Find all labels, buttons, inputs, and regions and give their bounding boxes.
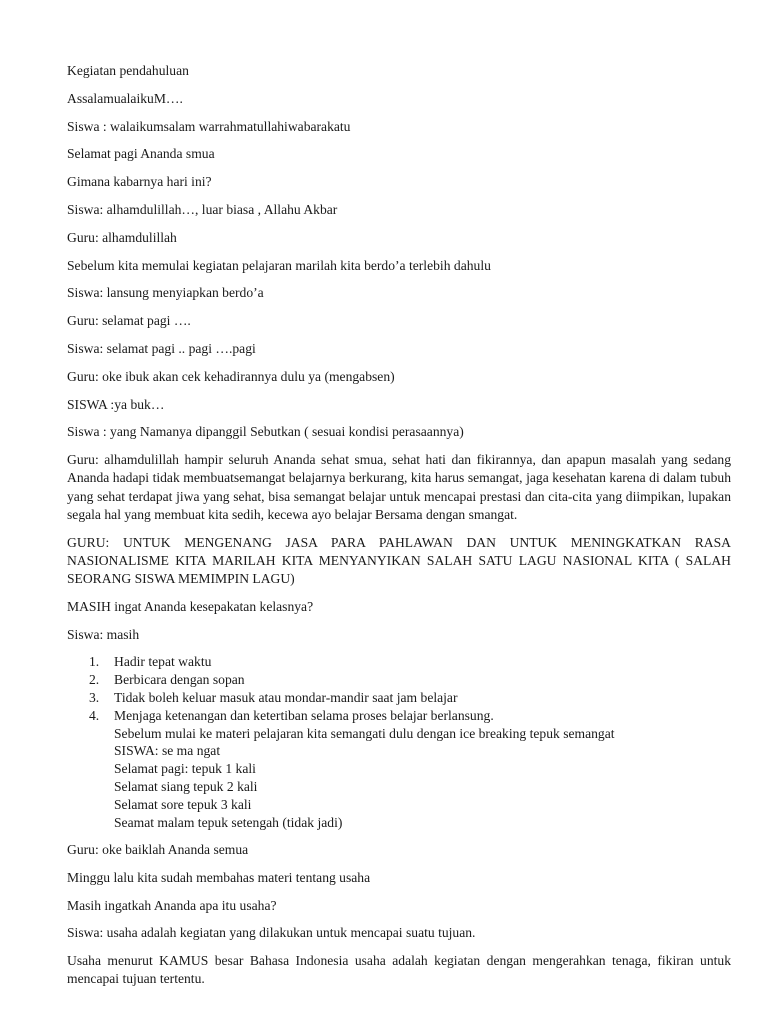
list-item-text: Berbicara dengan sopan <box>114 672 245 688</box>
list-item <box>67 671 731 689</box>
definition-paragraph: Usaha menurut KAMUS besar Bahasa Indonesia usaha adalah kegiatan dengan mengerahkan tenaga, fikiran untuk mencapai tujuan tertentu. <box>67 953 731 987</box>
list-continuation <box>67 725 731 832</box>
list-item-text: Menjaga ketenangan dan ketertiban selama proses belajar berlansung. <box>114 707 494 723</box>
dialog-line: Siswa : walaikumsalam warrahmatullahiwabarakatu <box>67 118 351 134</box>
list-item-number: 4. <box>89 707 100 723</box>
continuation-line: Selamat pagi: tepuk 1 kali <box>114 761 256 777</box>
dialog-line: Sebelum kita memulai kegiatan pelajaran marilah kita berdo’a terlebih dahulu <box>67 257 491 273</box>
class-agreement-list <box>67 653 731 831</box>
dialog-line: Guru: selamat pagi …. <box>67 313 191 329</box>
continuation-line: Selamat siang tepuk 2 kali <box>114 778 258 794</box>
continuation-line: SISWA: se ma ngat <box>114 743 221 759</box>
teacher-national-song-paragraph: GURU: UNTUK MENGENANG JASA PARA PAHLAWAN DAN UNTUK MENINGKATKAN RASA NASIONALISME KITA MARILAH KITA MENYANYIKAN SALAH SATU LAGU NASIONAL KITA ( SALAH SEORANG SISWA MEMIMPIN LAGU) <box>67 534 731 586</box>
student-answer: Siswa: masih <box>67 626 140 642</box>
continuation-line: Seamat malam tepuk setengah (tidak jadi) <box>114 814 343 830</box>
dialog-line: Minggu lalu kita sudah membahas materi tentang usaha <box>67 869 371 885</box>
document-page <box>67 62 731 998</box>
teacher-motivation-paragraph: Guru: alhamdulillah hampir seluruh Ananda sehat smua, sehat hati dan fikirannya, dan apapun masalah yang sedang Ananda hadapi tidak membuatsemangat belajarnya berkurang, kita harus semangat, jaga kesehatan karena di dalam tubuh yang sehat terdapat jiwa yang sehat, bisa semangat belajar untuk mencapai prestasi dan cita-cita yang diimpikan, lupakan segala hal yang membuat kita sedih, kecewa ayo belajar Bersama dengan smangat. <box>67 452 731 522</box>
dialog-line: Siswa : yang Namanya dipanggil Sebutkan ( sesuai kondisi perasaannya) <box>67 424 464 440</box>
dialog-line: Siswa: lansung menyiapkan berdo’a <box>67 285 264 301</box>
list-item-number: 1. <box>89 654 100 670</box>
dialog-line: SISWA :ya buk… <box>67 396 165 412</box>
dialog-line: Guru: oke baiklah Ananda semua <box>67 841 249 857</box>
list-item-number: 2. <box>89 672 100 688</box>
list-item-number: 3. <box>89 689 100 705</box>
dialog-line: Guru: oke ibuk akan cek kehadirannya dulu ya (mengabsen) <box>67 368 395 384</box>
continuation-line: Selamat sore tepuk 3 kali <box>114 796 252 812</box>
list-item <box>67 653 731 671</box>
list-item-text: Hadir tepat waktu <box>114 654 212 670</box>
dialog-line: Selamat pagi Ananda smua <box>67 146 215 162</box>
section-heading: Kegiatan pendahuluan <box>67 63 189 78</box>
class-agreement-question: MASIH ingat Ananda kesepakatan kelasnya? <box>67 598 314 614</box>
list-item <box>67 689 731 707</box>
dialog-line: Masih ingatkah Ananda apa itu usaha? <box>67 897 277 913</box>
dialog-line: Gimana kabarnya hari ini? <box>67 174 212 190</box>
dialog-line: Siswa: usaha adalah kegiatan yang dilakukan untuk mencapai suatu tujuan. <box>67 925 476 941</box>
list-item-text: Tidak boleh keluar masuk atau mondar-mandir saat jam belajar <box>114 689 458 705</box>
list-item <box>67 707 731 832</box>
dialog-line: Siswa: alhamdulillah…, luar biasa , Allahu Akbar <box>67 201 338 217</box>
greeting-line: AssalamualaikuM…. <box>67 90 183 106</box>
dialog-line: Guru: alhamdulillah <box>67 229 177 245</box>
dialog-line: Siswa: selamat pagi .. pagi ….pagi <box>67 340 256 356</box>
continuation-line: Sebelum mulai ke materi pelajaran kita semangati dulu dengan ice breaking tepuk semangat <box>114 725 615 741</box>
